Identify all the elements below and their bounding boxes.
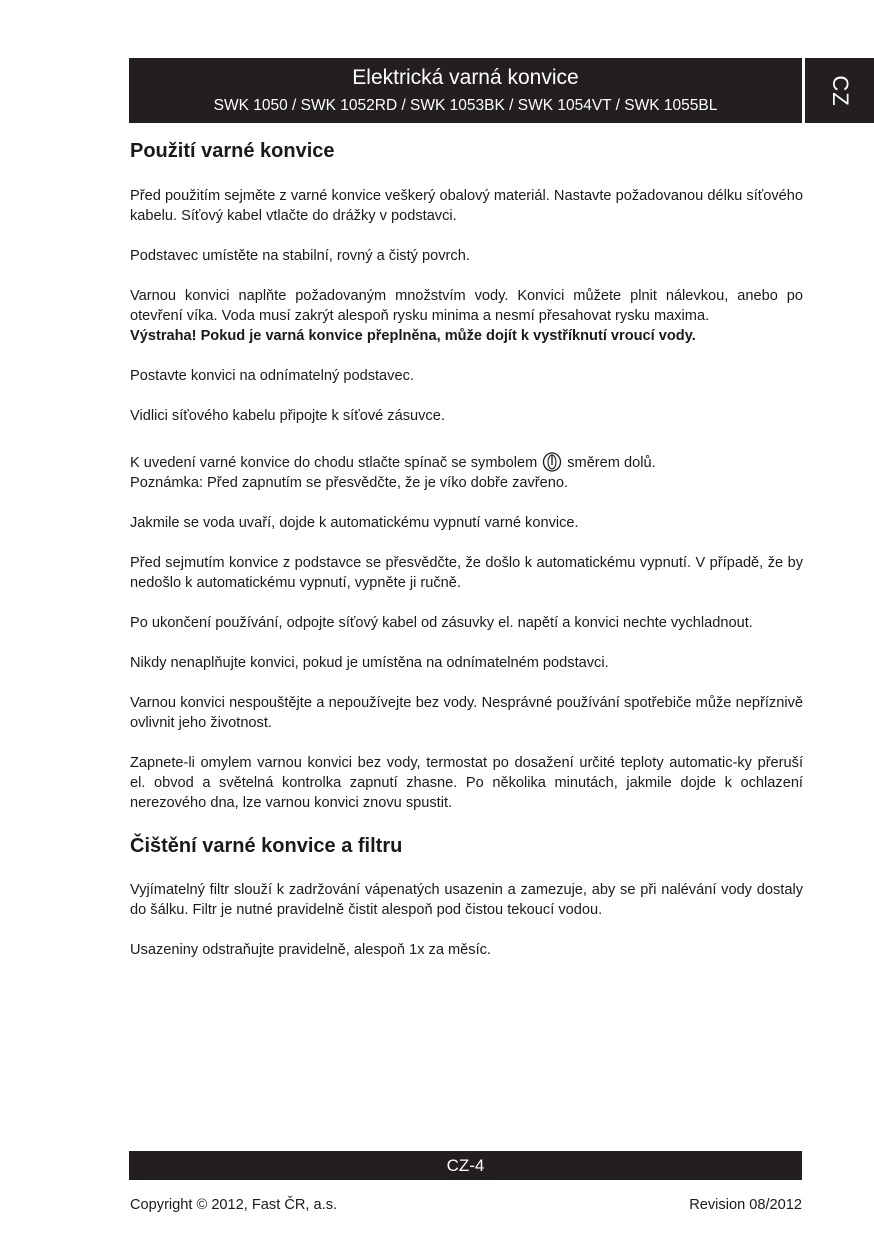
paragraph-switch-instruction xyxy=(130,452,803,493)
paragraph: Před sejmutím konvice z podstavce se přesvědčte, že došlo k automatickému vypnutí. V případě, že by nedošlo k automatickému vypnutí, vypněte ji ručně. xyxy=(130,555,803,591)
language-code: CZ xyxy=(827,74,853,107)
paragraph-with-warning xyxy=(130,286,803,346)
paragraph: Po ukončení používání, odpojte síťový kabel od zásuvky el. napětí a konvici nechte vychladnout. xyxy=(130,615,753,631)
document-body xyxy=(130,138,803,980)
paragraph: Postavte konvici na odnímatelný podstavec. xyxy=(130,368,414,384)
warning-text: Výstraha! Pokud je varná konvice přeplněna, může dojít k vystříknutí vroucí vody. xyxy=(130,328,696,344)
paragraph: Jakmile se voda uvaří, dojde k automatickému vypnutí varné konvice. xyxy=(130,515,579,531)
section-heading-cleaning: Čištění varné konvice a filtru xyxy=(130,835,403,857)
paragraph-text: směrem dolů. xyxy=(567,455,656,471)
section-heading-usage: Použití varné konvice xyxy=(130,140,335,162)
paragraph: Varnou konvici nespouštějte a nepoužívejte bez vody. Nesprávné používání spotřebiče může nepříznivě ovlivnit jeho životnost. xyxy=(130,695,803,731)
paragraph: Před použitím sejměte z varné konvice veškerý obalový materiál. Nastavte požadovanou délku síťového kabelu. Síťový kabel vtlačte do drážky v podstavci. xyxy=(130,188,803,224)
revision-text: Revision 08/2012 xyxy=(689,1197,802,1213)
page-number: CZ-4 xyxy=(446,1156,485,1175)
paragraph-text: K uvedení varné konvice do chodu stlačte spínač se symbolem xyxy=(130,455,538,471)
paragraph: Zapnete-li omylem varnou konvici bez vody, termostat po dosažení určité teploty automatic-ky přeruší el. obvod a světelná kontrolka zapnutí zhasne. Po několika minutách, jakmile dojde k ochlazení nerezového dna, lze varnou konvici znovu spustit. xyxy=(130,755,803,811)
model-list: SWK 1050 / SWK 1052RD / SWK 1053BK / SWK 1054VT / SWK 1055BL xyxy=(213,97,718,114)
power-switch-icon xyxy=(542,452,562,472)
paragraph: Vyjímatelný filtr slouží k zadržování vápenatých usazenin a zamezuje, aby se při nalévání vody dostaly do šálku. Filtr je nutné pravidelně čistit alespoň pod čistou tekoucí vodou. xyxy=(130,882,803,918)
paragraph: Nikdy nenaplňujte konvici, pokud je umístěna na odnímatelném podstavci. xyxy=(130,655,609,671)
document-title: Elektrická varná konvice xyxy=(352,66,579,89)
note-text: Poznámka: Před zapnutím se přesvědčte, že je víko dobře zavřeno. xyxy=(130,475,569,491)
paragraph: Podstavec umístěte na stabilní, rovný a čistý povrch. xyxy=(130,248,470,264)
paragraph: Vidlici síťového kabelu připojte k síťové zásuvce. xyxy=(130,408,445,424)
page-number-bar xyxy=(129,1151,802,1180)
paragraph-text: Varnou konvici naplňte požadovaným množstvím vody. Konvici můžete plnit nálevkou, anebo po otevření víka. Voda musí zakrýt alespoň rysku minima a nesmí přesahovat rysku maxima. xyxy=(130,288,803,324)
paragraph: Usazeniny odstraňujte pravidelně, alespoň 1x za měsíc. xyxy=(130,942,491,958)
language-tab xyxy=(805,58,874,123)
copyright-text: Copyright © 2012, Fast ČR, a.s. xyxy=(130,1197,338,1213)
document-header xyxy=(129,58,802,123)
